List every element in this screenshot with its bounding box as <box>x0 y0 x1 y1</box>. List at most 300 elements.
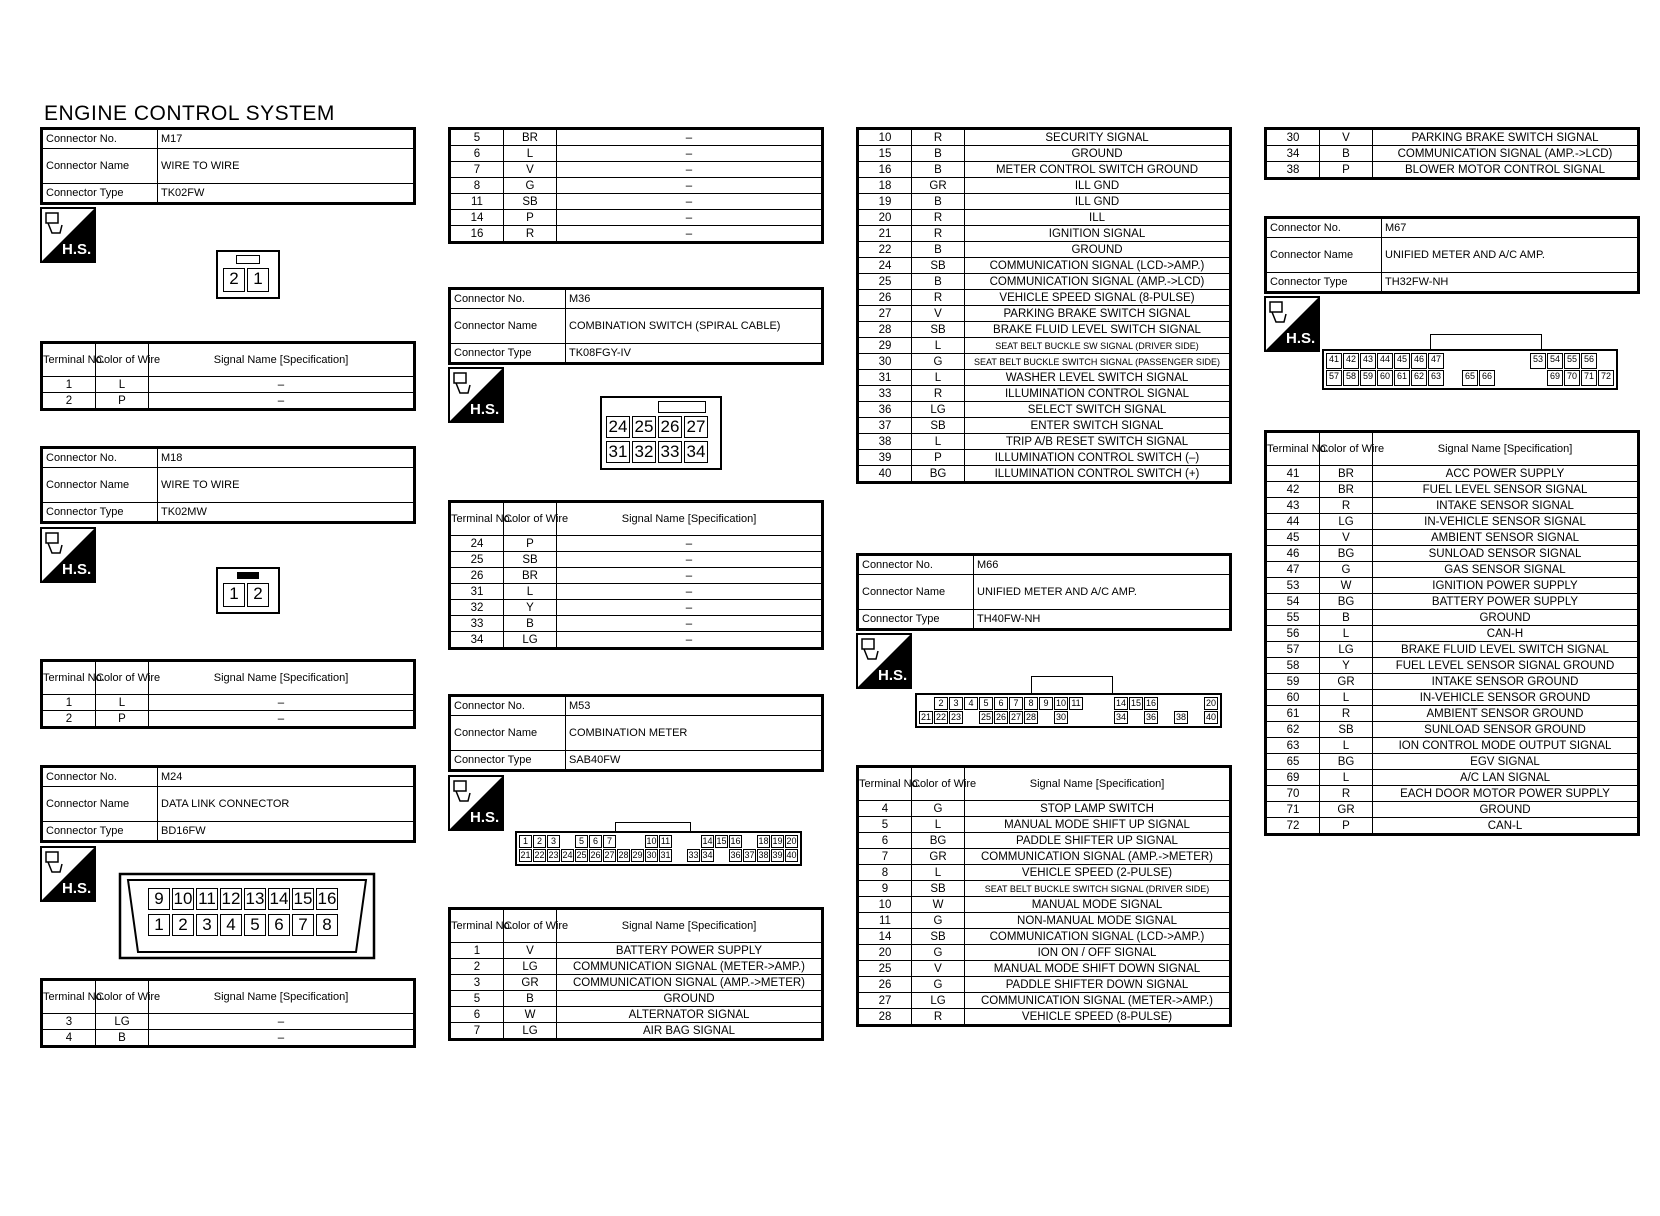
value-connector-name: COMBINATION METER <box>566 716 823 751</box>
terminal-table <box>40 978 416 1048</box>
connector-pin: 37 <box>744 850 755 860</box>
label-connector-type: Connector Type <box>858 610 974 630</box>
terminal-no: 69 <box>1266 770 1320 786</box>
wire-color: LG <box>504 632 557 649</box>
connector-info-table <box>448 287 824 365</box>
signal-name: MANUAL MODE SIGNAL <box>965 897 1231 913</box>
connector-m66-terminal-table-cont <box>1264 127 1640 180</box>
connector-pin: 71 <box>1581 370 1597 386</box>
terminal-no: 7 <box>450 162 504 178</box>
table-row <box>858 865 1231 881</box>
terminal-no: 40 <box>858 466 912 483</box>
connector-pin: 23 <box>548 850 559 860</box>
hs-label: H.S. <box>62 241 92 258</box>
connector-pin <box>964 711 978 724</box>
wire-color: B <box>1320 146 1373 162</box>
signal-name: IGNITION SIGNAL <box>965 226 1231 242</box>
terminal-no: 28 <box>858 322 912 338</box>
terminal-no: 22 <box>858 242 912 258</box>
connector-m17-diagram <box>216 250 280 299</box>
table-row <box>1266 722 1639 738</box>
connector-pin: 54 <box>1547 353 1563 369</box>
wire-color: L <box>912 338 965 354</box>
table-row <box>1266 546 1639 562</box>
connector-pin: 11 <box>1069 697 1083 710</box>
value-connector-no: M66 <box>974 555 1231 575</box>
connector-pin: 1 <box>247 268 269 292</box>
table-row <box>42 711 415 728</box>
wire-color: G <box>912 354 965 370</box>
wire-color: L <box>96 695 149 711</box>
header-terminal-no: Terminal No. <box>450 909 504 943</box>
terminal-no: 65 <box>1266 754 1320 770</box>
connector-pin: 40 <box>786 850 797 860</box>
connector-pin: 60 <box>1377 370 1393 386</box>
wire-color: SB <box>504 194 557 210</box>
connector-pin: 10 <box>1055 698 1066 708</box>
signal-name: STOP LAMP SWITCH <box>965 801 1231 817</box>
connector-pin: 53 <box>1530 353 1546 369</box>
connector-pin: 11 <box>660 836 671 846</box>
connector-pin: 12 <box>221 889 241 908</box>
connector-pin: 34 <box>1115 712 1126 722</box>
header-terminal-no: Terminal No. <box>858 767 912 801</box>
signal-name: GROUND <box>557 991 823 1007</box>
signal-name: – <box>557 162 823 178</box>
terminal-no: 15 <box>858 146 912 162</box>
table-row <box>858 434 1231 450</box>
connector-pin: 9 <box>148 888 170 910</box>
table-row <box>858 849 1231 865</box>
connector-m36-diagram <box>600 396 722 470</box>
connector-pin: 22 <box>534 850 545 860</box>
connector-pin <box>1189 711 1203 724</box>
connector-pin: 20 <box>786 836 797 846</box>
connector-pin: 40 <box>1205 712 1216 722</box>
table-row <box>858 242 1231 258</box>
table-header-row <box>1266 432 1639 466</box>
hs-icon <box>40 207 96 263</box>
connector-pin: 27 <box>1010 712 1021 722</box>
wire-color: SB <box>912 881 965 897</box>
table-row <box>450 975 823 991</box>
connector-pin: 36 <box>1145 712 1156 722</box>
signal-name: – <box>557 536 823 552</box>
connector-pin: 4 <box>220 914 242 936</box>
wire-color: L <box>504 584 557 600</box>
terminal-no: 16 <box>858 162 912 178</box>
table-row <box>450 210 823 226</box>
terminal-no: 55 <box>1266 610 1320 626</box>
table-row <box>858 226 1231 242</box>
table-row <box>858 402 1231 418</box>
table-row <box>858 977 1231 993</box>
table-row <box>450 584 823 600</box>
signal-name: SEAT BELT BUCKLE SW SIGNAL (DRIVER SIDE) <box>965 338 1231 354</box>
terminal-no: 25 <box>858 961 912 977</box>
terminal-table <box>856 765 1232 1027</box>
label-connector-type: Connector Type <box>42 184 158 204</box>
table-row <box>858 881 1231 897</box>
hs-label: H.S. <box>878 667 908 684</box>
signal-name: – <box>557 552 823 568</box>
table-row <box>1266 802 1639 818</box>
value-connector-name: DATA LINK CONNECTOR <box>158 787 415 822</box>
signal-name: BLOWER MOTOR CONTROL SIGNAL <box>1373 162 1639 179</box>
connector-pin: 38 <box>1175 712 1186 722</box>
terminal-no: 34 <box>1266 146 1320 162</box>
label-connector-no: Connector No. <box>1266 218 1382 238</box>
signal-name: ENTER SWITCH SIGNAL <box>965 418 1231 434</box>
table-row <box>1266 594 1639 610</box>
connector-pin <box>1084 697 1098 710</box>
signal-name: ION ON / OFF SIGNAL <box>965 945 1231 961</box>
table-header-row <box>858 767 1231 801</box>
table-row <box>858 354 1231 370</box>
signal-name: ILLUMINATION CONTROL SIGNAL <box>965 386 1231 402</box>
terminal-no: 31 <box>858 370 912 386</box>
connector-pin: 22 <box>935 712 946 722</box>
hs-icon <box>448 367 504 423</box>
terminal-no: 5 <box>858 817 912 833</box>
connector-m24-terminal-table-cont <box>448 127 824 244</box>
connector-pin: 1 <box>223 583 245 607</box>
header-signal-name: Signal Name [Specification] <box>149 343 415 377</box>
connector-pin <box>1174 697 1188 710</box>
table-row <box>858 993 1231 1009</box>
value-connector-no: M53 <box>566 696 823 716</box>
table-row <box>1266 146 1639 162</box>
table-row <box>858 274 1231 290</box>
table-row <box>1266 674 1639 690</box>
connector-pin: 28 <box>618 850 629 860</box>
table-row <box>1266 626 1639 642</box>
connector-pin: 5 <box>244 914 266 936</box>
wire-color: BG <box>1320 546 1373 562</box>
terminal-no: 42 <box>1266 482 1320 498</box>
wire-color: R <box>1320 498 1373 514</box>
wire-color: P <box>504 536 557 552</box>
signal-name: – <box>149 1030 415 1047</box>
signal-name: ILL GND <box>965 194 1231 210</box>
header-terminal-no: Terminal No. <box>42 661 96 695</box>
connector-pin <box>1099 697 1113 710</box>
connector-m53-diagram <box>515 822 802 866</box>
header-terminal-no: Terminal No. <box>42 980 96 1014</box>
connector-m66-diagram <box>915 676 1222 728</box>
terminal-no: 19 <box>858 194 912 210</box>
wire-color: R <box>912 386 965 402</box>
connector-pin: 65 <box>1462 370 1478 386</box>
connector-pin: 2 <box>172 914 194 936</box>
header-color-of-wire: Color of Wire <box>96 980 149 1014</box>
table-row <box>858 322 1231 338</box>
connector-m18-terminal-table <box>40 659 416 729</box>
value-connector-type: BD16FW <box>158 822 415 842</box>
signal-name: MANUAL MODE SHIFT DOWN SIGNAL <box>965 961 1231 977</box>
wire-color: BG <box>912 833 965 849</box>
connector-pin <box>631 835 644 848</box>
header-signal-name: Signal Name [Specification] <box>149 661 415 695</box>
wire-color: L <box>912 434 965 450</box>
connector-m17-terminal-table <box>40 341 416 411</box>
signal-name: NON-MANUAL MODE SIGNAL <box>965 913 1231 929</box>
connector-pin: 47 <box>1428 353 1444 369</box>
connector-pin: 6 <box>268 914 290 936</box>
connector-pin: 45 <box>1394 353 1410 369</box>
connector-m67-terminal-table <box>1264 430 1640 836</box>
table-row <box>1266 658 1639 674</box>
wire-color: G <box>912 913 965 929</box>
label-connector-no: Connector No. <box>450 696 566 716</box>
table-row <box>858 801 1231 817</box>
connector-pin <box>715 849 728 862</box>
wire-color: L <box>1320 690 1373 706</box>
wire-color: SB <box>912 929 965 945</box>
connector-pin: 7 <box>1009 697 1023 710</box>
wire-color: R <box>912 226 965 242</box>
terminal-no: 60 <box>1266 690 1320 706</box>
page-title: ENGINE CONTROL SYSTEM <box>44 102 335 125</box>
label-connector-name: Connector Name <box>42 468 158 503</box>
signal-name: – <box>557 129 823 146</box>
connector-pin: 38 <box>758 850 769 860</box>
wire-color: R <box>912 210 965 226</box>
table-row <box>450 616 823 632</box>
wire-color: B <box>912 146 965 162</box>
connector-pin: 26 <box>995 712 1006 722</box>
signal-name: – <box>557 210 823 226</box>
connector-pin: 32 <box>632 441 656 463</box>
terminal-no: 14 <box>858 929 912 945</box>
table-row <box>858 466 1231 483</box>
signal-name: MANUAL MODE SHIFT UP SIGNAL <box>965 817 1231 833</box>
wire-color: GR <box>1320 674 1373 690</box>
label-connector-type: Connector Type <box>42 503 158 523</box>
wire-color: Y <box>504 600 557 616</box>
terminal-no: 11 <box>450 194 504 210</box>
wire-color: BR <box>1320 482 1373 498</box>
terminal-no: 57 <box>1266 642 1320 658</box>
signal-name: – <box>557 632 823 649</box>
signal-name: – <box>557 600 823 616</box>
table-row <box>858 306 1231 322</box>
label-connector-type: Connector Type <box>450 751 566 771</box>
connector-pin: 58 <box>1343 370 1359 386</box>
terminal-no: 1 <box>42 377 96 393</box>
connector-pin: 5 <box>575 835 588 848</box>
terminal-no: 14 <box>450 210 504 226</box>
table-row <box>858 450 1231 466</box>
signal-name: SEAT BELT BUCKLE SWITCH SIGNAL (DRIVER SIDE) <box>965 881 1231 897</box>
table-header-row <box>450 502 823 536</box>
table-header-row <box>42 661 415 695</box>
table-row <box>1266 530 1639 546</box>
connector-pin: 25 <box>632 416 656 438</box>
wire-color: LG <box>504 1023 557 1040</box>
signal-name: COMMUNICATION SIGNAL (AMP.->METER) <box>557 975 823 991</box>
signal-name: ION CONTROL MODE OUTPUT SIGNAL <box>1373 738 1639 754</box>
hs-label: H.S. <box>1286 330 1316 347</box>
connector-m66-header <box>856 553 1232 631</box>
terminal-no: 2 <box>42 711 96 728</box>
table-row <box>1266 818 1639 835</box>
terminal-no: 71 <box>1266 802 1320 818</box>
connector-pin: 15 <box>1130 698 1141 708</box>
connector-pin <box>1084 711 1098 724</box>
table-row <box>1266 706 1639 722</box>
signal-name: ILLUMINATION CONTROL SWITCH (+) <box>965 466 1231 483</box>
table-row <box>450 1007 823 1023</box>
label-connector-no: Connector No. <box>858 555 974 575</box>
hs-label: H.S. <box>470 809 500 826</box>
terminal-no: 6 <box>450 146 504 162</box>
connector-pin: 63 <box>1428 370 1444 386</box>
signal-name: COMMUNICATION SIGNAL (METER->AMP.) <box>965 993 1231 1009</box>
terminal-no: 41 <box>1266 466 1320 482</box>
signal-name: COMMUNICATION SIGNAL (LCD->AMP.) <box>965 929 1231 945</box>
value-connector-type: TK08FGY-IV <box>566 344 823 364</box>
header-signal-name: Signal Name [Specification] <box>557 502 823 536</box>
connector-pin <box>561 835 574 848</box>
connector-pin: 3 <box>547 835 560 848</box>
connector-pin <box>1159 711 1173 724</box>
connector-pin: 34 <box>684 441 708 463</box>
signal-name: – <box>149 695 415 711</box>
table-row <box>1266 562 1639 578</box>
connector-pin: 10 <box>173 889 193 908</box>
table-row <box>858 146 1231 162</box>
table-row <box>450 600 823 616</box>
connector-info-table <box>856 553 1232 631</box>
table-row <box>450 959 823 975</box>
terminal-no: 27 <box>858 306 912 322</box>
table-row <box>858 178 1231 194</box>
connector-m53-terminal-table-cont <box>856 127 1232 484</box>
wire-color: L <box>96 377 149 393</box>
connector-pin: 16 <box>730 836 741 846</box>
value-connector-name: WIRE TO WIRE <box>158 468 415 503</box>
connector-pin: 21 <box>920 712 931 722</box>
wire-color: B <box>912 242 965 258</box>
table-row <box>858 162 1231 178</box>
wire-color: BG <box>1320 754 1373 770</box>
connector-pin: 2 <box>247 583 269 607</box>
table-row <box>450 146 823 162</box>
wire-color: SB <box>504 552 557 568</box>
connector-pin: 11 <box>196 888 218 910</box>
signal-name: – <box>557 226 823 243</box>
terminal-no: 16 <box>450 226 504 243</box>
connector-pin <box>1513 353 1529 369</box>
table-row <box>858 210 1231 226</box>
value-connector-no: M24 <box>158 767 415 787</box>
connector-pin: 8 <box>316 914 338 936</box>
terminal-no: 1 <box>42 695 96 711</box>
connector-pin <box>1159 697 1173 710</box>
signal-name: GROUND <box>965 146 1231 162</box>
connector-m18-diagram <box>216 567 280 614</box>
hs-label: H.S. <box>62 880 92 897</box>
terminal-no: 6 <box>450 1007 504 1023</box>
signal-name: – <box>557 146 823 162</box>
signal-name: GROUND <box>1373 610 1639 626</box>
wire-color: GR <box>912 178 965 194</box>
terminal-no: 36 <box>858 402 912 418</box>
table-row <box>858 897 1231 913</box>
table-row <box>450 536 823 552</box>
wire-color: BR <box>504 568 557 584</box>
signal-name: ILLUMINATION CONTROL SWITCH (–) <box>965 450 1231 466</box>
value-connector-type: TK02MW <box>158 503 415 523</box>
signal-name: FUEL LEVEL SENSOR SIGNAL GROUND <box>1373 658 1639 674</box>
connector-pin: 43 <box>1360 353 1376 369</box>
header-color-of-wire: Color of Wire <box>1320 432 1373 466</box>
wire-color: GR <box>504 975 557 991</box>
value-connector-type: SAB40FW <box>566 751 823 771</box>
signal-name: COMMUNICATION SIGNAL (AMP.->METER) <box>965 849 1231 865</box>
terminal-no: 26 <box>858 290 912 306</box>
value-connector-name: WIRE TO WIRE <box>158 149 415 184</box>
table-row <box>858 370 1231 386</box>
connector-pin: 31 <box>660 850 671 860</box>
signal-name: – <box>149 393 415 410</box>
connector-pin: 6 <box>994 697 1008 710</box>
terminal-no: 18 <box>858 178 912 194</box>
signal-name: SELECT SWITCH SIGNAL <box>965 402 1231 418</box>
terminal-no: 56 <box>1266 626 1320 642</box>
signal-name: A/C LAN SIGNAL <box>1373 770 1639 786</box>
connector-pin: 14 <box>269 889 289 908</box>
connector-pin <box>1496 353 1512 369</box>
signal-name: BRAKE FLUID LEVEL SWITCH SIGNAL <box>965 322 1231 338</box>
signal-name: INTAKE SENSOR GROUND <box>1373 674 1639 690</box>
signal-name: CAN-H <box>1373 626 1639 642</box>
table-row <box>42 393 415 410</box>
terminal-no: 31 <box>450 584 504 600</box>
table-row <box>1266 162 1639 179</box>
terminal-no: 5 <box>450 991 504 1007</box>
label-connector-name: Connector Name <box>1266 238 1382 273</box>
signal-name: BATTERY POWER SUPPLY <box>557 943 823 959</box>
connector-pin: 36 <box>730 850 741 860</box>
signal-name: FUEL LEVEL SENSOR SIGNAL <box>1373 482 1639 498</box>
wire-color: SB <box>912 418 965 434</box>
hs-label: H.S. <box>470 401 500 418</box>
table-row <box>1266 690 1639 706</box>
connector-pin <box>743 835 756 848</box>
table-row <box>858 194 1231 210</box>
signal-name: ILL GND <box>965 178 1231 194</box>
wire-color: G <box>504 178 557 194</box>
signal-name: EGV SIGNAL <box>1373 754 1639 770</box>
value-connector-type: TK02FW <box>158 184 415 204</box>
connector-pin: 30 <box>646 850 657 860</box>
connector-pin <box>1530 370 1546 386</box>
signal-name: AMBIENT SENSOR GROUND <box>1373 706 1639 722</box>
connector-pin: 55 <box>1564 353 1580 369</box>
signal-name: PARKING BRAKE SWITCH SIGNAL <box>1373 129 1639 146</box>
connector-pin: 20 <box>1205 698 1216 708</box>
wire-color: L <box>504 146 557 162</box>
connector-pin: 10 <box>646 836 657 846</box>
wire-color: B <box>1320 610 1373 626</box>
connector-m66-terminal-table <box>856 765 1232 1027</box>
table-row <box>1266 498 1639 514</box>
terminal-no: 7 <box>450 1023 504 1040</box>
connector-pin: 28 <box>1025 712 1036 722</box>
terminal-no: 20 <box>858 210 912 226</box>
